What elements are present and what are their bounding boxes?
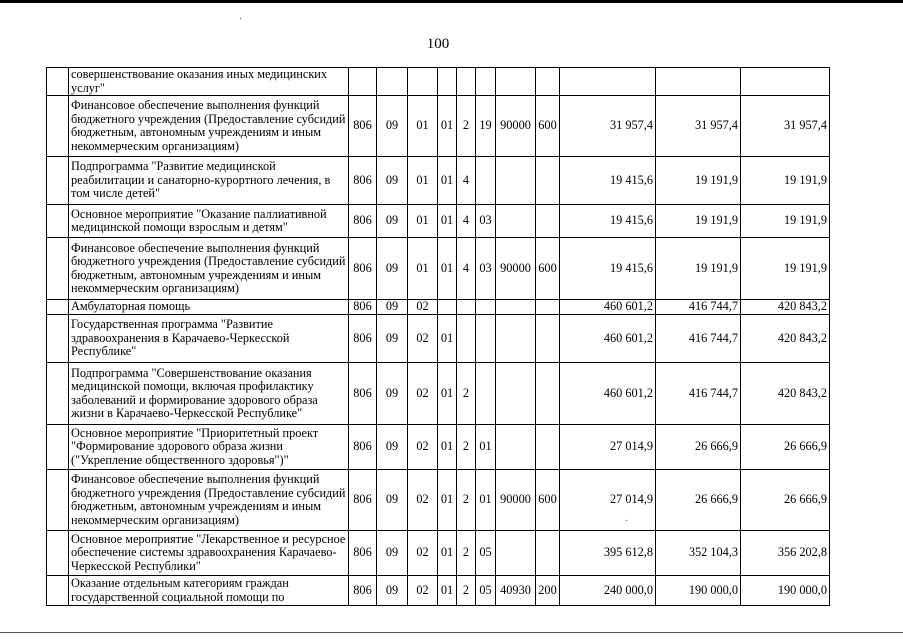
section-code: 09 <box>377 315 408 363</box>
expense-type-code <box>536 315 560 363</box>
event-code <box>476 68 496 96</box>
subprogram-code: 2 <box>457 576 476 606</box>
amount-year-1: 460 601,2 <box>560 315 656 363</box>
admin-code: 806 <box>349 576 377 606</box>
section-code <box>377 68 408 96</box>
expense-type-code: 600 <box>536 96 560 157</box>
event-code <box>476 300 496 315</box>
amount-year-2: 19 191,9 <box>656 157 741 205</box>
amount-year-3: 26 666,9 <box>741 425 830 470</box>
program-code: 01 <box>438 470 457 531</box>
subprogram-code: 2 <box>457 531 476 576</box>
table-row <box>47 315 830 363</box>
subprogram-code: 2 <box>457 96 476 157</box>
amount-year-3: 190 000,0 <box>741 576 830 606</box>
event-code <box>476 157 496 205</box>
amount-year-1: 31 957,4 <box>560 96 656 157</box>
admin-code: 806 <box>349 531 377 576</box>
section-code: 09 <box>377 157 408 205</box>
direction-code: 40930 <box>496 576 536 606</box>
subprogram-code <box>457 68 476 96</box>
subsection-code: 02 <box>408 531 438 576</box>
admin-code: 806 <box>349 157 377 205</box>
program-code: 01 <box>438 531 457 576</box>
amount-year-3: 356 202,8 <box>741 531 830 576</box>
table-row <box>47 300 830 315</box>
row-name: Финансовое обеспечение выполнения функций бюджетного учреждения (Предоставление субсидий бюджетным, автономным учреждениям и иным некоммерческим организациям) <box>69 470 349 531</box>
direction-code: 90000 <box>496 470 536 531</box>
amount-year-2: 19 191,9 <box>656 238 741 300</box>
row-name: Финансовое обеспечение выполнения функций бюджетного учреждения (Предоставление субсидий бюджетным, автономным учреждениям и иным некоммерческим организациям) <box>69 238 349 300</box>
subprogram-code: 2 <box>457 425 476 470</box>
direction-code <box>496 425 536 470</box>
row-margin-cell <box>47 470 69 531</box>
direction-code <box>496 205 536 238</box>
row-margin-cell <box>47 205 69 238</box>
amount-year-2: 26 666,9 <box>656 425 741 470</box>
direction-code <box>496 68 536 96</box>
event-code: 01 <box>476 425 496 470</box>
event-code <box>476 363 496 425</box>
program-code: 01 <box>438 157 457 205</box>
subsection-code: 02 <box>408 300 438 315</box>
direction-code: 90000 <box>496 96 536 157</box>
amount-year-3: 19 191,9 <box>741 157 830 205</box>
amount-year-3: 420 843,2 <box>741 300 830 315</box>
expense-type-code: 600 <box>536 470 560 531</box>
row-name: Основное мероприятие "Приоритетный проект "Формирование здорового образа жизни ("Укрепление общественного здоровья")" <box>69 425 349 470</box>
direction-code <box>496 363 536 425</box>
event-code: 03 <box>476 205 496 238</box>
section-code: 09 <box>377 470 408 531</box>
row-margin-cell <box>47 157 69 205</box>
amount-year-1: 240 000,0 <box>560 576 656 606</box>
program-code: 01 <box>438 96 457 157</box>
section-code: 09 <box>377 238 408 300</box>
amount-year-2: 352 104,3 <box>656 531 741 576</box>
amount-year-1: 395 612,8 <box>560 531 656 576</box>
table-row <box>47 96 830 157</box>
section-code: 09 <box>377 363 408 425</box>
row-margin-cell <box>47 576 69 606</box>
amount-year-2: 26 666,9 <box>656 470 741 531</box>
amount-year-3: 420 843,2 <box>741 315 830 363</box>
row-name: Основное мероприятие "Лекарственное и ресурсное обеспечение системы здравоохранения Карачаево-Черкесской Республики" <box>69 531 349 576</box>
table-row <box>47 531 830 576</box>
subprogram-code: 2 <box>457 363 476 425</box>
amount-year-2: 31 957,4 <box>656 96 741 157</box>
subprogram-code <box>457 300 476 315</box>
expense-type-code: 600 <box>536 238 560 300</box>
row-name: Подпрограмма "Развитие медицинской реабилитации и санаторно-курортного лечения, в том числе детей" <box>69 157 349 205</box>
program-code: 01 <box>438 425 457 470</box>
subprogram-code: 4 <box>457 238 476 300</box>
table-row <box>47 205 830 238</box>
subprogram-code: 4 <box>457 205 476 238</box>
amount-year-3: 19 191,9 <box>741 205 830 238</box>
subprogram-code: 4 <box>457 157 476 205</box>
top-border-rule <box>0 0 903 3</box>
scan-speck: · <box>625 516 629 527</box>
table-row <box>47 68 830 96</box>
expense-type-code <box>536 531 560 576</box>
amount-year-3: 31 957,4 <box>741 96 830 157</box>
admin-code: 806 <box>349 425 377 470</box>
subsection-code: 02 <box>408 315 438 363</box>
amount-year-3: 26 666,9 <box>741 470 830 531</box>
expense-type-code <box>536 300 560 315</box>
row-margin-cell <box>47 238 69 300</box>
subsection-code <box>408 68 438 96</box>
table-row <box>47 470 830 531</box>
section-code: 09 <box>377 576 408 606</box>
admin-code: 806 <box>349 315 377 363</box>
direction-code <box>496 157 536 205</box>
subsection-code: 01 <box>408 157 438 205</box>
row-name: Оказание отдельным категориям граждан государственной социальной помощи по <box>69 576 349 606</box>
subsection-code: 02 <box>408 470 438 531</box>
admin-code: 806 <box>349 300 377 315</box>
program-code <box>438 300 457 315</box>
admin-code: 806 <box>349 363 377 425</box>
subsection-code: 02 <box>408 363 438 425</box>
amount-year-2 <box>656 68 741 96</box>
program-code: 01 <box>438 238 457 300</box>
amount-year-2: 416 744,7 <box>656 300 741 315</box>
amount-year-2: 190 000,0 <box>656 576 741 606</box>
event-code <box>476 315 496 363</box>
scan-speck: · <box>239 14 243 25</box>
event-code: 05 <box>476 531 496 576</box>
row-margin-cell <box>47 315 69 363</box>
row-margin-cell <box>47 96 69 157</box>
section-code: 09 <box>377 96 408 157</box>
row-name: Финансовое обеспечение выполнения функций бюджетного учреждения (Предоставление субсидий бюджетным, автономным учреждениям и иным некоммерческим организациям) <box>69 96 349 157</box>
row-margin-cell <box>47 68 69 96</box>
table-row <box>47 576 830 606</box>
direction-code <box>496 531 536 576</box>
amount-year-1: 27 014,9 <box>560 470 656 531</box>
program-code: 01 <box>438 363 457 425</box>
amount-year-1: 27 014,9 <box>560 425 656 470</box>
direction-code <box>496 315 536 363</box>
admin-code: 806 <box>349 238 377 300</box>
amount-year-2: 416 744,7 <box>656 363 741 425</box>
subprogram-code <box>457 315 476 363</box>
budget-table <box>46 67 830 606</box>
expense-type-code <box>536 205 560 238</box>
section-code: 09 <box>377 300 408 315</box>
amount-year-1: 460 601,2 <box>560 363 656 425</box>
admin-code <box>349 68 377 96</box>
row-margin-cell <box>47 363 69 425</box>
section-code: 09 <box>377 205 408 238</box>
program-code: 01 <box>438 205 457 238</box>
row-name: Амбулаторная помощь <box>69 300 349 315</box>
direction-code <box>496 300 536 315</box>
expense-type-code <box>536 363 560 425</box>
event-code: 19 <box>476 96 496 157</box>
row-name: Основное мероприятие "Оказание паллиативной медицинской помощи взрослым и детям" <box>69 205 349 238</box>
row-margin-cell <box>47 425 69 470</box>
subsection-code: 01 <box>408 96 438 157</box>
table-row <box>47 425 830 470</box>
subsection-code: 02 <box>408 576 438 606</box>
amount-year-1: 19 415,6 <box>560 205 656 238</box>
amount-year-3: 420 843,2 <box>741 363 830 425</box>
section-code: 09 <box>377 425 408 470</box>
table-row <box>47 363 830 425</box>
admin-code: 806 <box>349 205 377 238</box>
row-name: Государственная программа "Развитие здравоохранения в Карачаево-Черкесской Республике" <box>69 315 349 363</box>
program-code <box>438 68 457 96</box>
admin-code: 806 <box>349 96 377 157</box>
event-code: 03 <box>476 238 496 300</box>
direction-code: 90000 <box>496 238 536 300</box>
row-name: совершенствование оказания иных медицинских услуг" <box>69 68 349 96</box>
subsection-code: 01 <box>408 238 438 300</box>
row-name: Подпрограмма "Совершенствование оказания медицинской помощи, включая профилактику заболеваний и формирование здорового образа жизни в Карачаево-Черкесской Республике" <box>69 363 349 425</box>
table-row <box>47 238 830 300</box>
bottom-border-rule <box>0 632 903 633</box>
amount-year-2: 19 191,9 <box>656 205 741 238</box>
admin-code: 806 <box>349 470 377 531</box>
event-code: 01 <box>476 470 496 531</box>
row-margin-cell <box>47 531 69 576</box>
row-margin-cell <box>47 300 69 315</box>
subsection-code: 01 <box>408 205 438 238</box>
expense-type-code: 200 <box>536 576 560 606</box>
program-code: 01 <box>438 576 457 606</box>
table-row <box>47 157 830 205</box>
program-code: 01 <box>438 315 457 363</box>
expense-type-code <box>536 425 560 470</box>
amount-year-3 <box>741 68 830 96</box>
amount-year-1 <box>560 68 656 96</box>
amount-year-2: 416 744,7 <box>656 315 741 363</box>
amount-year-1: 460 601,2 <box>560 300 656 315</box>
event-code: 05 <box>476 576 496 606</box>
section-code: 09 <box>377 531 408 576</box>
expense-type-code <box>536 68 560 96</box>
amount-year-1: 19 415,6 <box>560 238 656 300</box>
amount-year-1: 19 415,6 <box>560 157 656 205</box>
amount-year-3: 19 191,9 <box>741 238 830 300</box>
expense-type-code <box>536 157 560 205</box>
subsection-code: 02 <box>408 425 438 470</box>
page-number: 100 <box>426 36 450 52</box>
subprogram-code: 2 <box>457 470 476 531</box>
